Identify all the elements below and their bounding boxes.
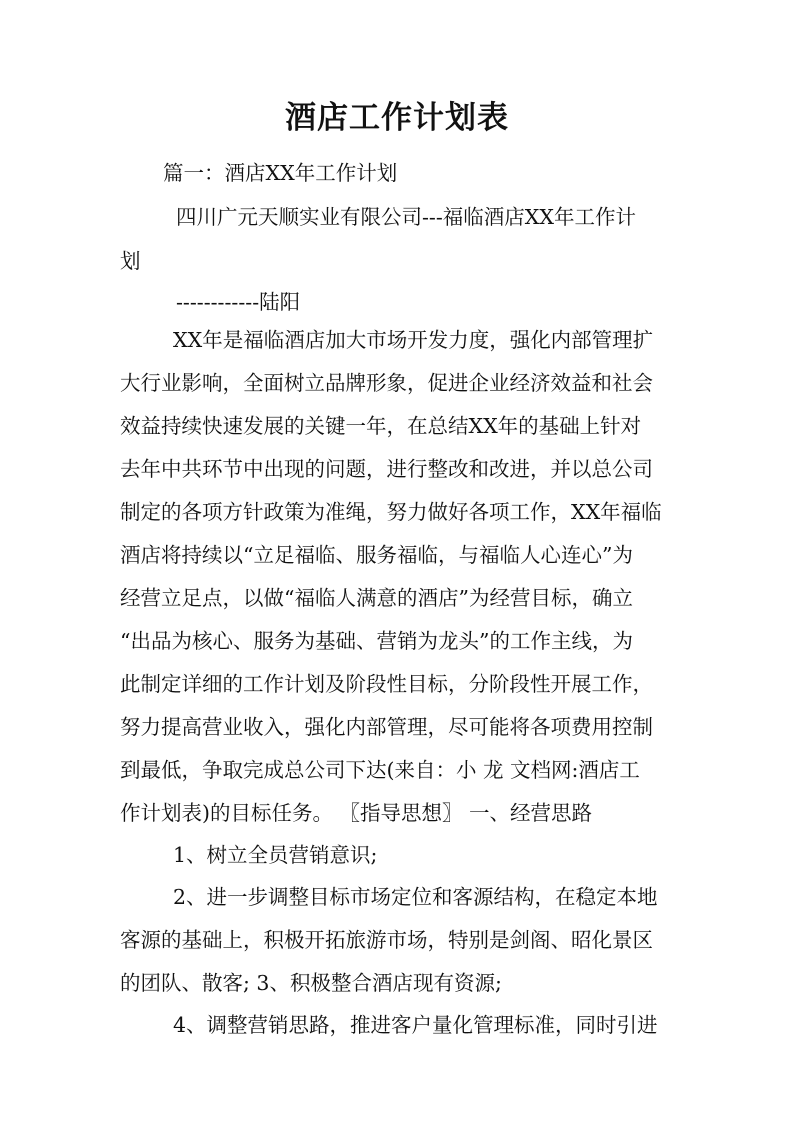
plan-title-line-1: 四川广元天顺实业有限公司---福临酒店XX年工作计 — [176, 205, 636, 229]
list-item-continued: 客源的基础上，积极开拓旅游市场，特别是剑阁、昭化景区 — [120, 928, 653, 952]
paragraph-line: 效益持续快速发展的关键一年，在总结XX年的基础上针对 — [120, 414, 642, 438]
plan-title-line-2: 划 — [120, 249, 141, 273]
paragraph-line: XX年是福临酒店加大市场开发力度，强化内部管理扩 — [173, 328, 654, 352]
paragraph-line: 去年中共环节中出现的问题，进行整改和改进，并以总公司 — [120, 457, 653, 481]
paragraph-line: 经营立足点，以做“福临人满意的酒店”为经营目标，确立 — [120, 586, 633, 610]
paragraph-line: 作计划表)的目标任务。 〖指导思想〗 一、经营思路 — [120, 801, 593, 825]
paragraph-line: 大行业影响，全面树立品牌形象，促进企业经济效益和社会 — [120, 371, 653, 395]
list-item-continued: 的团队、散客; 3、积极整合酒店现有资源; — [120, 971, 502, 995]
list-item: 4、调整营销思路，推进客户量化管理标准，同时引进 — [173, 1013, 658, 1037]
list-item: 1、树立全员营销意识; — [173, 843, 378, 867]
paragraph-line: 酒店将持续以“立足福临、服务福临，与福临人心连心”为 — [120, 543, 633, 567]
paragraph-line: 制定的各项方针政策为准绳，努力做好各项工作，XX年福临 — [120, 500, 662, 524]
paragraph-line: 此制定详细的工作计划及阶段性目标，分阶段性开展工作， — [120, 672, 653, 696]
paragraph-line: “出品为核心、服务为基础、营销为龙头”的工作主线，为 — [120, 629, 633, 653]
paragraph-line: 到最低，争取完成总公司下达(来自：小 龙 文档网:酒店工 — [120, 758, 640, 782]
section-heading: 篇一：酒店XX年工作计划 — [163, 161, 398, 185]
author-line: ------------陆阳 — [176, 290, 301, 314]
document-title: 酒店工作计划表 — [285, 100, 509, 136]
list-item: 2、进一步调整目标市场定位和客源结构，在稳定本地 — [173, 885, 658, 909]
paragraph-line: 努力提高营业收入，强化内部管理，尽可能将各项费用控制 — [120, 715, 653, 739]
